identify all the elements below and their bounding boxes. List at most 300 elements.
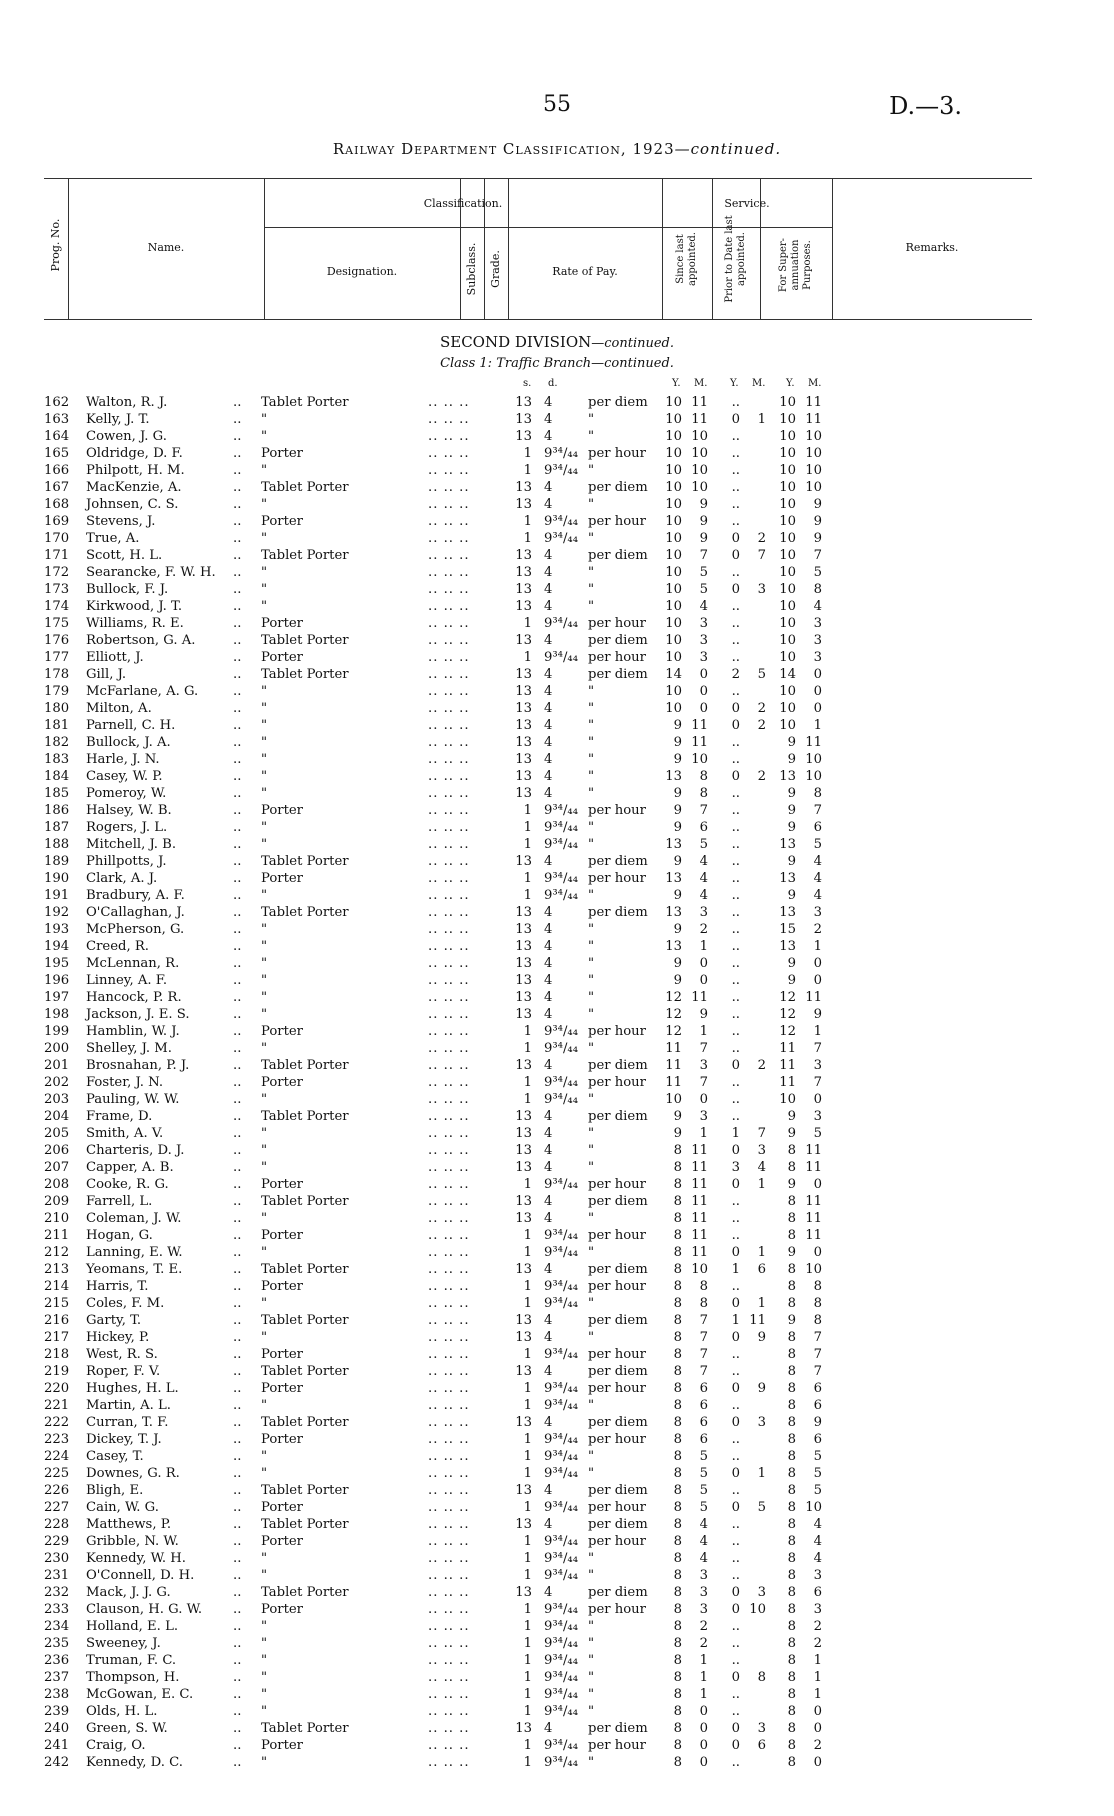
prior-months: 2 bbox=[757, 769, 766, 784]
superannuation-months: 5 bbox=[813, 1483, 822, 1498]
rate-period: " bbox=[588, 1092, 595, 1107]
leader-dots: .. .. .. bbox=[428, 1670, 470, 1685]
leader-dots: .. bbox=[233, 1262, 242, 1277]
prog-number: 194 bbox=[44, 939, 70, 954]
superannuation-years: 10 bbox=[779, 650, 796, 665]
since-last-years: 8 bbox=[673, 1687, 682, 1702]
designation: Porter bbox=[261, 1381, 303, 1396]
prog-number: 167 bbox=[44, 480, 70, 495]
leader-dots: .. bbox=[233, 633, 242, 648]
since-last-years: 10 bbox=[665, 446, 682, 461]
table-row bbox=[0, 683, 1114, 700]
rate-shillings: 13 bbox=[515, 1330, 532, 1345]
since-last-months: 4 bbox=[699, 1534, 708, 1549]
prog-number: 200 bbox=[44, 1041, 70, 1056]
table-row bbox=[0, 530, 1114, 547]
designation: Tablet Porter bbox=[261, 1194, 349, 1209]
since-last-months: 0 bbox=[699, 956, 708, 971]
rate-period: " bbox=[588, 718, 595, 733]
rate-shillings: 13 bbox=[515, 939, 532, 954]
leader-dots: .. bbox=[233, 1398, 242, 1413]
prior-years: .. bbox=[731, 1551, 740, 1566]
superannuation-years: 9 bbox=[787, 1313, 796, 1328]
leader-dots: .. .. .. bbox=[428, 446, 470, 461]
since-last-years: 11 bbox=[665, 1041, 682, 1056]
superannuation-years: 10 bbox=[779, 412, 796, 427]
superannuation-years: 8 bbox=[787, 1432, 796, 1447]
rate-pence: 4 bbox=[544, 395, 553, 410]
employee-name: Scott, H. L. bbox=[86, 548, 163, 563]
rate-period: per hour bbox=[588, 1075, 646, 1090]
since-last-months: 3 bbox=[699, 633, 708, 648]
leader-dots: .. .. .. bbox=[428, 633, 470, 648]
rate-pence: 9³⁴/₄₄ bbox=[544, 837, 578, 852]
prior-years: .. bbox=[731, 1007, 740, 1022]
leader-dots: .. .. .. bbox=[428, 1245, 470, 1260]
designation: Tablet Porter bbox=[261, 1058, 349, 1073]
since-last-years: 13 bbox=[665, 769, 682, 784]
since-last-years: 10 bbox=[665, 412, 682, 427]
designation: " bbox=[261, 939, 268, 954]
since-last-months: 11 bbox=[691, 1160, 708, 1175]
employee-name: Casey, W. P. bbox=[86, 769, 163, 784]
prog-number: 216 bbox=[44, 1313, 70, 1328]
rate-period: " bbox=[588, 1296, 595, 1311]
header-remarks: Remarks. bbox=[905, 241, 959, 254]
rate-shillings: 13 bbox=[515, 922, 532, 937]
prior-years: .. bbox=[731, 429, 740, 444]
superannuation-years: 8 bbox=[787, 1398, 796, 1413]
leader-dots: .. .. .. bbox=[428, 1211, 470, 1226]
leader-dots: .. bbox=[233, 1687, 242, 1702]
prior-years: .. bbox=[731, 1568, 740, 1583]
superannuation-years: 8 bbox=[787, 1449, 796, 1464]
table-row bbox=[0, 1550, 1114, 1567]
leader-dots: .. .. .. bbox=[428, 1041, 470, 1056]
unit-labels bbox=[0, 378, 1114, 394]
leader-dots: .. .. .. bbox=[428, 599, 470, 614]
employee-name: Shelley, J. M. bbox=[86, 1041, 172, 1056]
rate-shillings: 13 bbox=[515, 1007, 532, 1022]
rate-pence: 4 bbox=[544, 1313, 553, 1328]
since-last-months: 5 bbox=[699, 1449, 708, 1464]
rate-period: per diem bbox=[588, 480, 648, 495]
leader-dots: .. .. .. bbox=[428, 463, 470, 478]
designation: " bbox=[261, 463, 268, 478]
prior-years: .. bbox=[731, 786, 740, 801]
since-last-months: 9 bbox=[699, 1007, 708, 1022]
rate-shillings: 1 bbox=[523, 1449, 532, 1464]
table-row bbox=[0, 1499, 1114, 1516]
table-row bbox=[0, 751, 1114, 768]
superannuation-months: 4 bbox=[813, 1534, 822, 1549]
prior-years: .. bbox=[731, 497, 740, 512]
rate-pence: 4 bbox=[544, 599, 553, 614]
superannuation-months: 10 bbox=[805, 752, 822, 767]
since-last-months: 7 bbox=[699, 1364, 708, 1379]
leader-dots: .. bbox=[233, 939, 242, 954]
superannuation-years: 10 bbox=[779, 497, 796, 512]
table-row bbox=[0, 1227, 1114, 1244]
since-last-months: 2 bbox=[699, 1619, 708, 1634]
section-name: SECOND DIVISION bbox=[439, 333, 592, 351]
leader-dots: .. bbox=[233, 1024, 242, 1039]
leader-dots: .. bbox=[233, 497, 242, 512]
since-last-years: 10 bbox=[665, 650, 682, 665]
superannuation-months: 3 bbox=[813, 1602, 822, 1617]
since-last-months: 9 bbox=[699, 497, 708, 512]
prior-years: .. bbox=[731, 480, 740, 495]
since-last-months: 5 bbox=[699, 837, 708, 852]
leader-dots: .. .. .. bbox=[428, 1058, 470, 1073]
rate-pence: 4 bbox=[544, 735, 553, 750]
rate-pence: 9³⁴/₄₄ bbox=[544, 1619, 578, 1634]
since-last-years: 12 bbox=[665, 1024, 682, 1039]
since-last-years: 11 bbox=[665, 1075, 682, 1090]
since-last-months: 0 bbox=[699, 684, 708, 699]
prior-years: .. bbox=[731, 1653, 740, 1668]
rate-pence: 9³⁴/₄₄ bbox=[544, 531, 578, 546]
prior-months: 7 bbox=[757, 1126, 766, 1141]
rate-shillings: 13 bbox=[515, 1126, 532, 1141]
leader-dots: .. bbox=[233, 446, 242, 461]
superannuation-months: 6 bbox=[813, 1432, 822, 1447]
designation: " bbox=[261, 429, 268, 444]
designation: " bbox=[261, 973, 268, 988]
rate-shillings: 1 bbox=[523, 1398, 532, 1413]
leader-dots: .. .. .. bbox=[428, 1551, 470, 1566]
employee-name: Bullock, F. J. bbox=[86, 582, 169, 597]
prog-number: 187 bbox=[44, 820, 70, 835]
since-last-years: 9 bbox=[673, 820, 682, 835]
superannuation-months: 4 bbox=[813, 854, 822, 869]
since-last-months: 1 bbox=[699, 1653, 708, 1668]
prog-number: 165 bbox=[44, 446, 70, 461]
designation: " bbox=[261, 497, 268, 512]
rate-shillings: 1 bbox=[523, 1602, 532, 1617]
prior-months: 7 bbox=[757, 548, 766, 563]
designation: Porter bbox=[261, 1738, 303, 1753]
superannuation-years: 12 bbox=[779, 1007, 796, 1022]
leader-dots: .. .. .. bbox=[428, 735, 470, 750]
since-last-years: 9 bbox=[673, 854, 682, 869]
since-last-years: 8 bbox=[673, 1500, 682, 1515]
rate-period: " bbox=[588, 820, 595, 835]
prior-years: 1 bbox=[731, 1262, 740, 1277]
rate-period: " bbox=[588, 684, 595, 699]
since-last-years: 8 bbox=[673, 1755, 682, 1770]
rate-pence: 4 bbox=[544, 701, 553, 716]
table-row bbox=[0, 1516, 1114, 1533]
employee-name: Halsey, W. B. bbox=[86, 803, 172, 818]
classification-table-body bbox=[0, 394, 1114, 1771]
superannuation-years: 8 bbox=[787, 1143, 796, 1158]
superannuation-years: 10 bbox=[779, 480, 796, 495]
designation: " bbox=[261, 412, 268, 427]
employee-name: Jackson, J. E. S. bbox=[86, 1007, 190, 1022]
prior-months: 2 bbox=[757, 1058, 766, 1073]
leader-dots: .. bbox=[233, 820, 242, 835]
rate-pence: 9³⁴/₄₄ bbox=[544, 1670, 578, 1685]
superannuation-years: 8 bbox=[787, 1330, 796, 1345]
prog-number: 207 bbox=[44, 1160, 70, 1175]
rate-shillings: 1 bbox=[523, 514, 532, 529]
rate-pence: 4 bbox=[544, 480, 553, 495]
prog-number: 171 bbox=[44, 548, 70, 563]
rate-pence: 4 bbox=[544, 1126, 553, 1141]
since-last-months: 3 bbox=[699, 1568, 708, 1583]
rate-shillings: 13 bbox=[515, 752, 532, 767]
employee-name: West, R. S. bbox=[86, 1347, 158, 1362]
prior-years: 0 bbox=[731, 1500, 740, 1515]
prog-number: 196 bbox=[44, 973, 70, 988]
superannuation-months: 7 bbox=[813, 803, 822, 818]
designation: " bbox=[261, 752, 268, 767]
prog-number: 214 bbox=[44, 1279, 70, 1294]
table-row bbox=[0, 615, 1114, 632]
superannuation-months: 8 bbox=[813, 1313, 822, 1328]
rate-pence: 4 bbox=[544, 1007, 553, 1022]
prog-number: 195 bbox=[44, 956, 70, 971]
leader-dots: .. .. .. bbox=[428, 905, 470, 920]
rate-period: " bbox=[588, 1755, 595, 1770]
table-row bbox=[0, 564, 1114, 581]
superannuation-years: 9 bbox=[787, 803, 796, 818]
leader-dots: .. bbox=[233, 531, 242, 546]
leader-dots: .. .. .. bbox=[428, 956, 470, 971]
prior-years: .. bbox=[731, 735, 740, 750]
leader-dots: .. bbox=[233, 1177, 242, 1192]
designation: " bbox=[261, 1704, 268, 1719]
since-last-years: 11 bbox=[665, 1058, 682, 1073]
rate-period: per diem bbox=[588, 854, 648, 869]
rate-period: per diem bbox=[588, 1415, 648, 1430]
since-last-years: 8 bbox=[673, 1398, 682, 1413]
employee-name: Mitchell, J. B. bbox=[86, 837, 177, 852]
leader-dots: .. .. .. bbox=[428, 973, 470, 988]
prog-number: 190 bbox=[44, 871, 70, 886]
rate-shillings: 13 bbox=[515, 956, 532, 971]
since-last-years: 8 bbox=[673, 1449, 682, 1464]
superannuation-years: 10 bbox=[779, 599, 796, 614]
since-last-years: 8 bbox=[673, 1738, 682, 1753]
since-last-years: 10 bbox=[665, 480, 682, 495]
employee-name: Kelly, J. T. bbox=[86, 412, 150, 427]
prog-number: 210 bbox=[44, 1211, 70, 1226]
since-last-months: 5 bbox=[699, 1483, 708, 1498]
rate-shillings: 1 bbox=[523, 837, 532, 852]
rate-shillings: 13 bbox=[515, 565, 532, 580]
employee-name: Johnsen, C. S. bbox=[86, 497, 179, 512]
leader-dots: .. bbox=[233, 956, 242, 971]
prior-years: 0 bbox=[731, 1381, 740, 1396]
prog-number: 221 bbox=[44, 1398, 70, 1413]
superannuation-years: 8 bbox=[787, 1262, 796, 1277]
prog-number: 237 bbox=[44, 1670, 70, 1685]
superannuation-years: 9 bbox=[787, 1126, 796, 1141]
leader-dots: .. .. .. bbox=[428, 803, 470, 818]
superannuation-months: 0 bbox=[813, 1177, 822, 1192]
employee-name: Curran, T. F. bbox=[86, 1415, 169, 1430]
since-last-months: 6 bbox=[699, 820, 708, 835]
employee-name: Gribble, N. W. bbox=[86, 1534, 179, 1549]
leader-dots: .. .. .. bbox=[428, 701, 470, 716]
rate-pence: 9³⁴/₄₄ bbox=[544, 1636, 578, 1651]
superannuation-months: 7 bbox=[813, 1075, 822, 1090]
designation: Tablet Porter bbox=[261, 1313, 349, 1328]
prog-number: 179 bbox=[44, 684, 70, 699]
superannuation-years: 10 bbox=[779, 565, 796, 580]
since-last-years: 10 bbox=[665, 395, 682, 410]
superannuation-months: 11 bbox=[805, 990, 822, 1005]
since-last-months: 9 bbox=[699, 531, 708, 546]
leader-dots: .. .. .. bbox=[428, 1738, 470, 1753]
since-last-months: 11 bbox=[691, 1211, 708, 1226]
employee-name: Pomeroy, W. bbox=[86, 786, 167, 801]
rate-pence: 4 bbox=[544, 1415, 553, 1430]
prior-years: 0 bbox=[731, 1670, 740, 1685]
designation: " bbox=[261, 837, 268, 852]
leader-dots: .. .. .. bbox=[428, 1075, 470, 1090]
rate-period: " bbox=[588, 1687, 595, 1702]
since-last-months: 1 bbox=[699, 939, 708, 954]
table-row bbox=[0, 1414, 1114, 1431]
rate-period: per diem bbox=[588, 395, 648, 410]
table-row bbox=[0, 1176, 1114, 1193]
table-row bbox=[0, 1737, 1114, 1754]
rate-period: " bbox=[588, 412, 595, 427]
rate-shillings: 13 bbox=[515, 667, 532, 682]
leader-dots: .. .. .. bbox=[428, 1704, 470, 1719]
rate-period: " bbox=[588, 1619, 595, 1634]
leader-dots: .. bbox=[233, 854, 242, 869]
prior-years: .. bbox=[731, 837, 740, 852]
prog-number: 176 bbox=[44, 633, 70, 648]
rate-period: per diem bbox=[588, 1058, 648, 1073]
designation: Tablet Porter bbox=[261, 1585, 349, 1600]
leader-dots: .. bbox=[233, 837, 242, 852]
since-last-months: 7 bbox=[699, 803, 708, 818]
rate-period: per hour bbox=[588, 1500, 646, 1515]
leader-dots: .. bbox=[233, 1109, 242, 1124]
rate-shillings: 13 bbox=[515, 1415, 532, 1430]
since-last-months: 11 bbox=[691, 1194, 708, 1209]
since-last-years: 8 bbox=[673, 1296, 682, 1311]
leader-dots: .. bbox=[233, 1568, 242, 1583]
prior-years: .. bbox=[731, 1432, 740, 1447]
rate-pence: 4 bbox=[544, 497, 553, 512]
prior-years: .. bbox=[731, 1534, 740, 1549]
table-row bbox=[0, 700, 1114, 717]
designation: " bbox=[261, 956, 268, 971]
unit-m1: M. bbox=[694, 378, 708, 389]
since-last-months: 5 bbox=[699, 565, 708, 580]
designation: Porter bbox=[261, 1075, 303, 1090]
since-last-years: 9 bbox=[673, 786, 682, 801]
employee-name: Robertson, G. A. bbox=[86, 633, 196, 648]
superannuation-years: 9 bbox=[787, 1245, 796, 1260]
prior-years: .. bbox=[731, 1619, 740, 1634]
since-last-months: 11 bbox=[691, 718, 708, 733]
superannuation-years: 9 bbox=[787, 820, 796, 835]
rate-shillings: 1 bbox=[523, 616, 532, 631]
rate-pence: 4 bbox=[544, 1058, 553, 1073]
leader-dots: .. bbox=[233, 1755, 242, 1770]
leader-dots: .. .. .. bbox=[428, 718, 470, 733]
since-last-months: 10 bbox=[691, 1262, 708, 1277]
prog-number: 163 bbox=[44, 412, 70, 427]
prog-number: 201 bbox=[44, 1058, 70, 1073]
header-subclass: Subclass. bbox=[465, 242, 478, 296]
since-last-years: 8 bbox=[673, 1636, 682, 1651]
prog-number: 223 bbox=[44, 1432, 70, 1447]
since-last-years: 8 bbox=[673, 1534, 682, 1549]
leader-dots: .. bbox=[233, 718, 242, 733]
designation: " bbox=[261, 1211, 268, 1226]
prior-years: 1 bbox=[731, 1126, 740, 1141]
since-last-years: 8 bbox=[673, 1143, 682, 1158]
leader-dots: .. bbox=[233, 871, 242, 886]
designation: Porter bbox=[261, 1024, 303, 1039]
prior-years: 0 bbox=[731, 548, 740, 563]
superannuation-years: 10 bbox=[779, 395, 796, 410]
designation: " bbox=[261, 1568, 268, 1583]
superannuation-years: 14 bbox=[779, 667, 796, 682]
rate-pence: 9³⁴/₄₄ bbox=[544, 1653, 578, 1668]
prog-number: 224 bbox=[44, 1449, 70, 1464]
prog-number: 226 bbox=[44, 1483, 70, 1498]
table-row bbox=[0, 1057, 1114, 1074]
leader-dots: .. bbox=[233, 922, 242, 937]
employee-name: Green, S. W. bbox=[86, 1721, 168, 1736]
rate-pence: 9³⁴/₄₄ bbox=[544, 1296, 578, 1311]
rate-period: " bbox=[588, 1670, 595, 1685]
prior-years: 0 bbox=[731, 1245, 740, 1260]
designation: Porter bbox=[261, 1279, 303, 1294]
designation: Tablet Porter bbox=[261, 480, 349, 495]
rate-pence: 9³⁴/₄₄ bbox=[544, 1092, 578, 1107]
employee-name: O'Connell, D. H. bbox=[86, 1568, 195, 1583]
since-last-months: 0 bbox=[699, 1092, 708, 1107]
prog-number: 172 bbox=[44, 565, 70, 580]
employee-name: Harris, T. bbox=[86, 1279, 149, 1294]
prior-years: 0 bbox=[731, 1058, 740, 1073]
superannuation-years: 10 bbox=[779, 1092, 796, 1107]
rate-pence: 4 bbox=[544, 1364, 553, 1379]
rate-shillings: 1 bbox=[523, 1500, 532, 1515]
since-last-years: 8 bbox=[673, 1262, 682, 1277]
rate-period: " bbox=[588, 1041, 595, 1056]
employee-name: Philpott, H. M. bbox=[86, 463, 185, 478]
superannuation-years: 8 bbox=[787, 1619, 796, 1634]
leader-dots: .. bbox=[233, 1517, 242, 1532]
table-row bbox=[0, 1703, 1114, 1720]
superannuation-months: 8 bbox=[813, 1279, 822, 1294]
superannuation-years: 9 bbox=[787, 1177, 796, 1192]
since-last-years: 10 bbox=[665, 463, 682, 478]
superannuation-months: 8 bbox=[813, 786, 822, 801]
leader-dots: .. bbox=[233, 1330, 242, 1345]
since-last-years: 8 bbox=[673, 1177, 682, 1192]
superannuation-months: 3 bbox=[813, 1058, 822, 1073]
superannuation-months: 9 bbox=[813, 514, 822, 529]
rate-pence: 4 bbox=[544, 1585, 553, 1600]
unit-m2: M. bbox=[752, 378, 766, 389]
employee-name: Creed, R. bbox=[86, 939, 149, 954]
prog-number: 232 bbox=[44, 1585, 70, 1600]
leader-dots: .. .. .. bbox=[428, 871, 470, 886]
prior-months: 1 bbox=[757, 1177, 766, 1192]
